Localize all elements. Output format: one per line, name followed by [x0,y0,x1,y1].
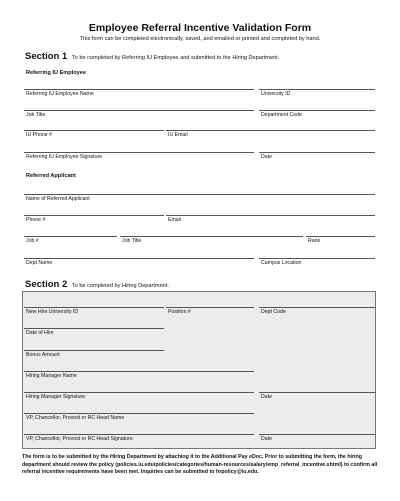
form-title: Employee Referral Incentive Validation Form [88,22,312,34]
iu-email-field[interactable] [166,130,375,131]
rank-field[interactable] [306,236,375,237]
iu-phone-label: IU Phone # [26,132,52,138]
vp-date-field[interactable] [259,434,375,435]
employee-date-label: Date [261,154,272,160]
applicant-job-title-field[interactable] [120,236,303,237]
job-number-label: Job # [26,238,39,244]
new-hire-id-label: New Hire University ID [26,309,79,315]
section-2-description: To be completed by Hiring Department. [71,283,169,289]
dept-name-field[interactable] [24,258,254,259]
job-number-field[interactable] [24,236,117,237]
section-1-title: Section 1 [25,51,68,62]
applicant-phone-label: Phone # [26,217,46,223]
applicant-phone-field[interactable] [24,215,164,216]
position-number-label: Position # [168,309,191,315]
dept-name-label: Dept Name [26,260,53,266]
applicant-email-field[interactable] [166,215,375,216]
dept-code-label: Dept Code [261,309,286,315]
employee-name-label: Referring IU Employee Name [26,91,94,97]
section-1-header [25,51,279,62]
vp-name-label: VP, Chancellor, Provost or RC Head Name [26,415,125,421]
iu-phone-field[interactable] [24,130,164,131]
rank-label: Rank [308,238,321,244]
campus-location-field[interactable] [259,258,375,259]
applicant-email-label: Email [168,217,181,223]
iu-email-label: IU Email [168,132,188,138]
hiring-manager-date-field[interactable] [259,392,375,393]
department-code-field[interactable] [259,110,375,111]
hiring-manager-name-field[interactable] [24,371,254,372]
university-id-field[interactable] [259,89,375,90]
form-subtitle: This form can be completed electronically, saved, and emailed or printed and completed by hand. [79,36,321,42]
section-2-title: Section 2 [25,279,68,290]
referring-employee-heading: Referring IU Employee [26,70,86,76]
applicant-name-field[interactable] [24,194,375,195]
hiring-manager-signature-field[interactable] [24,392,254,393]
position-number-field[interactable] [166,307,254,308]
department-code-label: Department Code [261,112,302,118]
referred-applicant-heading: Referred Applicant [26,173,76,179]
vp-name-field[interactable] [24,413,254,414]
new-hire-id-field[interactable] [24,307,164,308]
date-of-hire-label: Date of Hire [26,330,54,336]
university-id-label: University ID [261,91,291,97]
campus-location-label: Campus Location [261,260,302,266]
hiring-manager-signature-label: Hiring Manager Signature [26,394,86,400]
employee-name-field[interactable] [24,89,254,90]
applicant-name-label: Name of Referred Applicant [26,196,90,202]
date-of-hire-field[interactable] [24,328,164,329]
job-title-field[interactable] [24,110,254,111]
employee-signature-field[interactable] [24,152,254,153]
bonus-amount-field[interactable] [24,350,164,351]
applicant-job-title-label: Job Title [122,238,142,244]
employee-date-field[interactable] [259,152,375,153]
section-1-description: To be completed by Referring IU Employee and submitted to the Hiring Department. [71,55,280,61]
vp-signature-label: VP, Chancellor, Provost or RC Head Signature [26,436,133,442]
dept-code-field[interactable] [259,307,375,308]
bonus-amount-label: Bonus Amount [26,352,60,358]
vp-date-label: Date [261,436,272,442]
submission-instructions: The form is to be submitted by the Hiring Department by attaching it to the Additional Pay eDoc. Prior to submitting the form, the hiring department should review the policy (policies.iu.edu/policies/categories/human-resources/salary/emp_referral_incentive.shtml) to confirm all referral incentive requirements have been met. Inquiries can be submitted to hrpolicy@iu.edu. [22,454,378,476]
employee-signature-label: Referring IU Employee Signature [26,154,103,160]
hiring-manager-date-label: Date [261,394,272,400]
job-title-label: Job Title [26,112,46,118]
section-2-header [25,279,169,290]
hiring-manager-name-label: Hiring Manager Name [26,373,77,379]
vp-signature-field[interactable] [24,434,254,435]
